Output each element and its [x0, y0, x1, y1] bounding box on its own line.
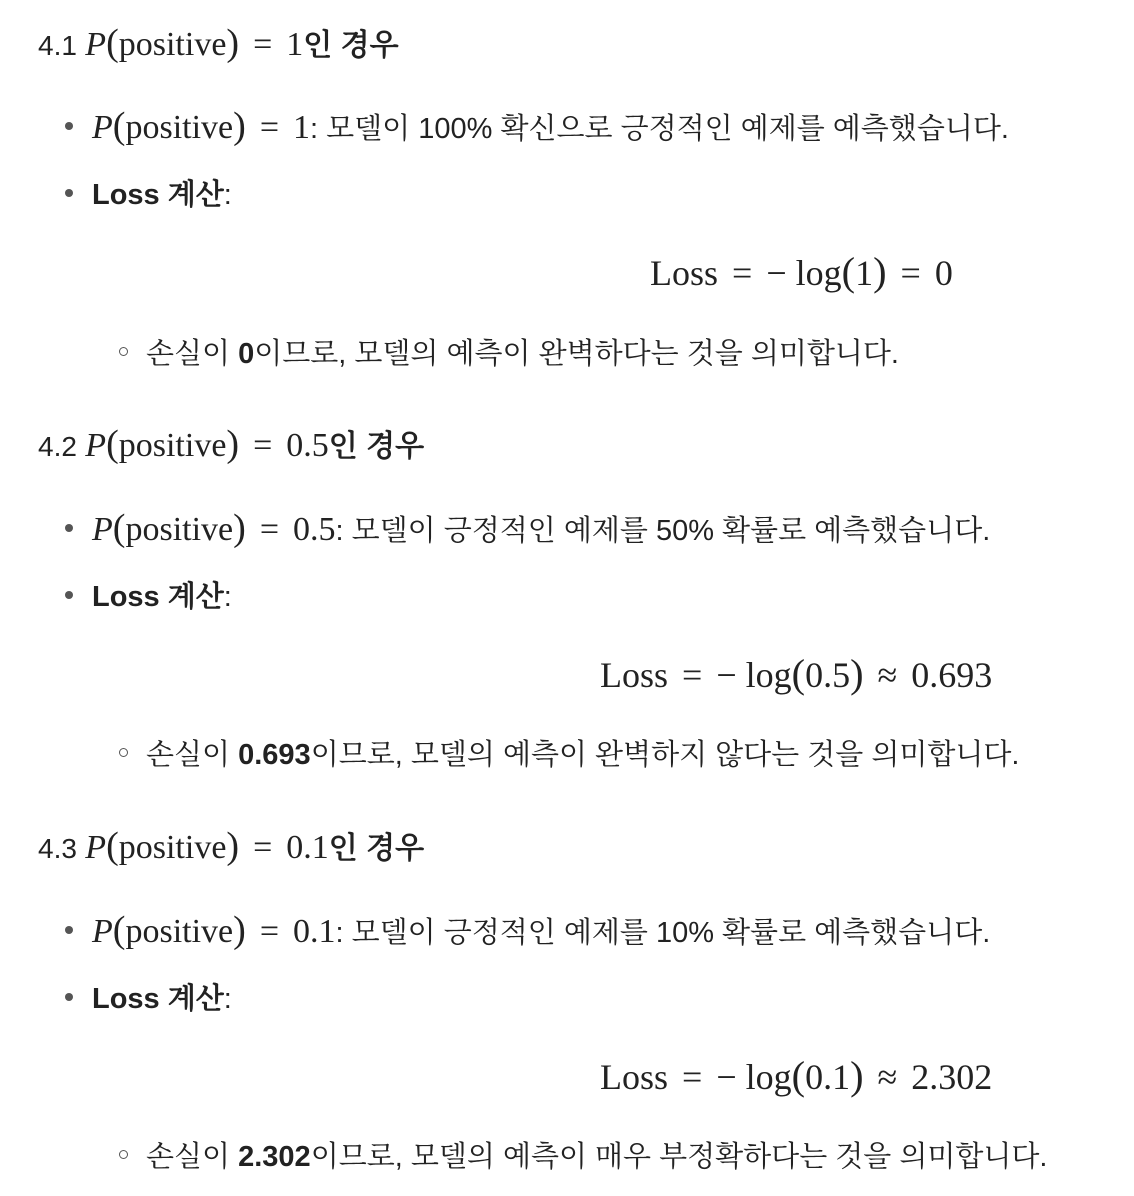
section-number: 4.3 [38, 833, 77, 864]
heading-value: 0.1 [286, 829, 329, 866]
loss-formula: Loss = − log(0.5) ≈ 0.693 [600, 651, 993, 696]
loss-value: 0 [238, 338, 255, 370]
probability-formula: P(positive) = 0.5 [92, 507, 336, 549]
section-number: 4.2 [38, 431, 77, 462]
loss-calc-label: Loss 계산 [92, 581, 224, 613]
sub-list-item-loss-note: 손실이 0.693이므로, 모델의 예측이 완벽하지 않다는 것을 의미합니다. [146, 732, 1019, 773]
loss-formula: Loss = − log(0.1) ≈ 2.302 [600, 1053, 993, 1098]
heading-value: 1 [286, 26, 304, 63]
heading-suffix: 인 경우 [303, 29, 399, 62]
heading-suffix: 인 경우 [328, 832, 425, 865]
loss-calc-label: Loss 계산 [92, 983, 224, 1015]
probability-description: : 모델이 긍정적인 예제를 50% 확률로 예측했습니다. [335, 515, 991, 547]
list-item-loss-calc: Loss 계산: [92, 976, 232, 1017]
list-item-probability [92, 506, 990, 550]
list-item-probability [92, 908, 990, 952]
section-heading-4-1 [38, 20, 399, 65]
probability-description: : 모델이 긍정적인 예제를 10% 확률로 예측했습니다. [335, 917, 991, 949]
loss-formula: Loss = − log(1) = 0 [650, 249, 953, 294]
sub-list-item-loss-note: 손실이 0이므로, 모델의 예측이 완벽하다는 것을 의미합니다. [146, 331, 899, 372]
probability-formula: P(positive) = 0.1 [92, 909, 336, 951]
heading-formula: P(positive) = 0.5 [85, 423, 329, 465]
section-number: 4.1 [38, 30, 77, 61]
heading-formula: P(positive) = 1 [85, 22, 304, 64]
heading-formula: P(positive) = 0.1 [85, 825, 329, 867]
heading-suffix: 인 경우 [328, 430, 425, 463]
list-item-loss-calc: Loss 계산: [92, 172, 232, 213]
loss-value: 0.693 [238, 739, 311, 771]
section-heading-4-2 [38, 421, 424, 466]
heading-value: 0.5 [286, 427, 329, 464]
loss-value: 2.302 [238, 1141, 311, 1173]
loss-calc-label: Loss 계산 [92, 179, 224, 211]
list-item-loss-calc: Loss 계산: [92, 574, 232, 615]
section-heading-4-3 [38, 823, 424, 868]
sub-list-item-loss-note: 손실이 2.302이므로, 모델의 예측이 매우 부정확하다는 것을 의미합니다. [146, 1134, 1047, 1175]
probability-description: : 모델이 100% 확신으로 긍정적인 예제를 예측했습니다. [310, 113, 1009, 145]
list-item-probability [92, 104, 1009, 148]
probability-formula: P(positive) = 1 [92, 105, 311, 147]
